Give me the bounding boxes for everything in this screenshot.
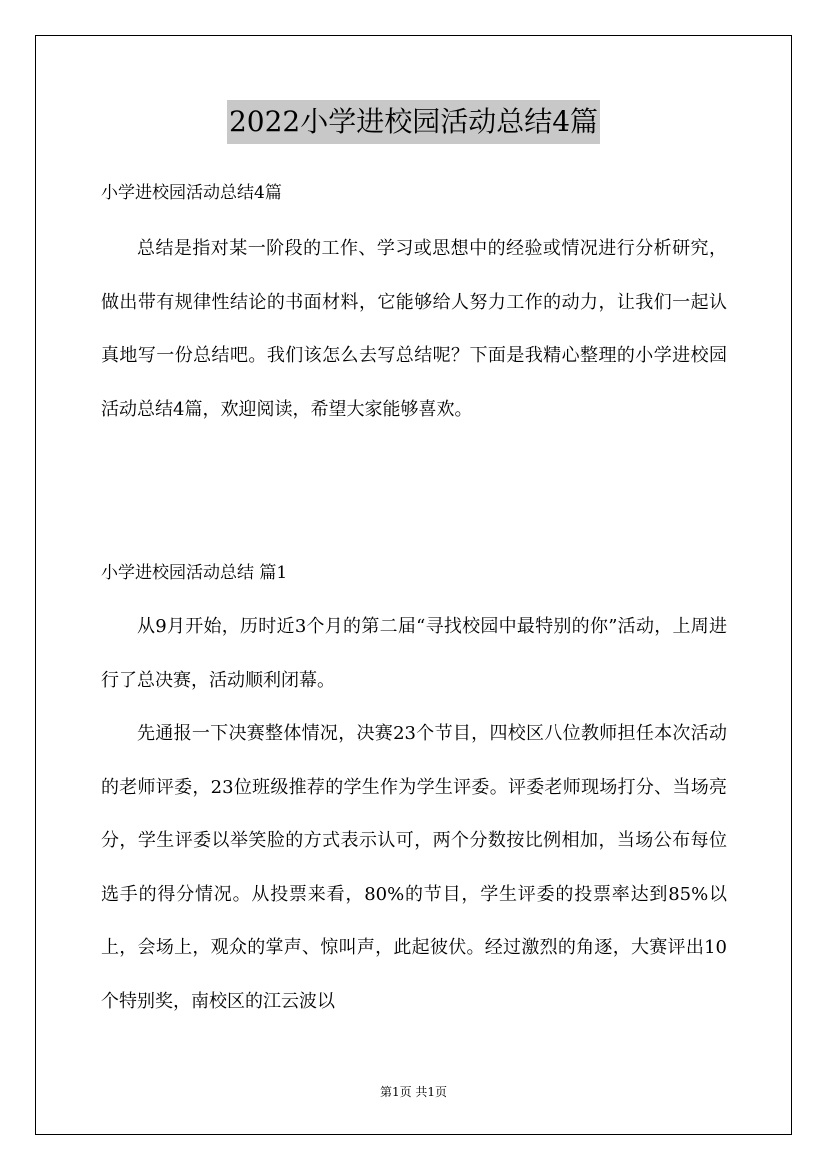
page-footer: 第1页 共1页 bbox=[379, 1085, 448, 1099]
document-subtitle: 小学进校园活动总结4篇 bbox=[101, 183, 282, 203]
section-heading: 小学进校园活动总结 篇1 bbox=[101, 563, 288, 583]
title-container bbox=[0, 100, 827, 144]
body-paragraph-1: 从9月开始，历时近3个月的第二届“寻找校园中最特别的你”活动，上周进行了总决赛，活动顺利闭幕。 bbox=[101, 616, 727, 691]
intro-paragraph: 总结是指对某一阶段的工作、学习或思想中的经验或情况进行分析研究，做出带有规律性结论的书面材料，它能够给人努力工作的动力，让我们一起认真地写一份总结吧。我们该怎么去写总结呢？下面是我精心整理的小学进校园活动总结4篇，欢迎阅读，希望大家能够喜欢。 bbox=[101, 238, 727, 420]
body-paragraph-2: 先通报一下决赛整体情况，决赛23个节目，四校区八位教师担任本次活动的老师评委，23位班级推荐的学生作为学生评委。评委老师现场打分、当场亮分，学生评委以举笑脸的方式表示认可，两个分数按比例相加，当场公布每位选手的得分情况。从投票来看，80%的节目，学生评委的投票率达到85%以上，会场上，观众的掌声、惊叫声，此起彼伏。经过激烈的角逐，大赛评出10个特别奖，南校区的江云波以 bbox=[101, 723, 727, 1012]
document-title: 2022小学进校园活动总结4篇 bbox=[227, 100, 600, 144]
